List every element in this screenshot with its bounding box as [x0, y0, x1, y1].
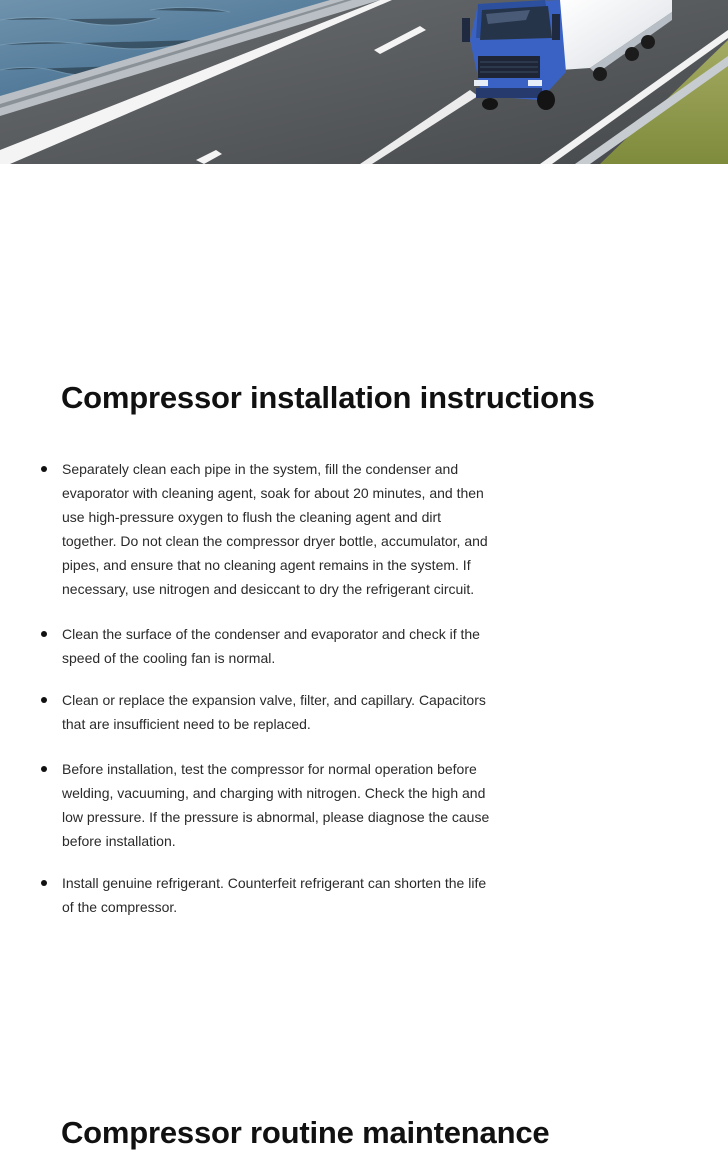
maintenance-section-title: Compressor routine maintenance	[61, 1115, 550, 1150]
bullet-icon	[41, 766, 47, 772]
bullet-icon	[41, 631, 47, 637]
list-item-text: Clean the surface of the condenser and evaporator and check if the speed of the cooling fan is normal.	[62, 626, 480, 666]
list-item-text: Separately clean each pipe in the system, fill the condenser and evaporator with cleaning agent, soak for about 20 minutes, and then use high-pressure oxygen to flush the cleaning agent and dirt together. Do not clean the compressor dryer bottle, accumulator, and pipes, and ensure that no cleaning agent remains in the system. If necessary, use nitrogen and desiccant to dry the refrigerant circuit.	[62, 461, 488, 597]
list-item-text: Before installation, test the compressor for normal operation before welding, vacuuming, and charging with nitrogen. Check the high and low pressure. If the pressure is abnormal, please diagnose the cause before installation.	[62, 761, 490, 849]
list-item	[0, 757, 492, 853]
bullet-icon	[41, 697, 47, 703]
list-item	[0, 871, 492, 919]
hero-image	[0, 0, 728, 164]
bullet-icon	[41, 880, 47, 886]
bullet-icon	[41, 466, 47, 472]
list-item	[0, 457, 492, 601]
installation-instructions-list	[0, 457, 728, 919]
list-item-text: Install genuine refrigerant. Counterfeit refrigerant can shorten the life of the compressor.	[62, 875, 487, 915]
list-item	[0, 688, 492, 736]
list-item	[0, 622, 492, 670]
truck-highway-photo	[0, 0, 728, 164]
installation-section-title: Compressor installation instructions	[61, 380, 595, 415]
list-item-text: Clean or replace the expansion valve, filter, and capillary. Capacitors that are insufficient need to be replaced.	[62, 692, 486, 732]
